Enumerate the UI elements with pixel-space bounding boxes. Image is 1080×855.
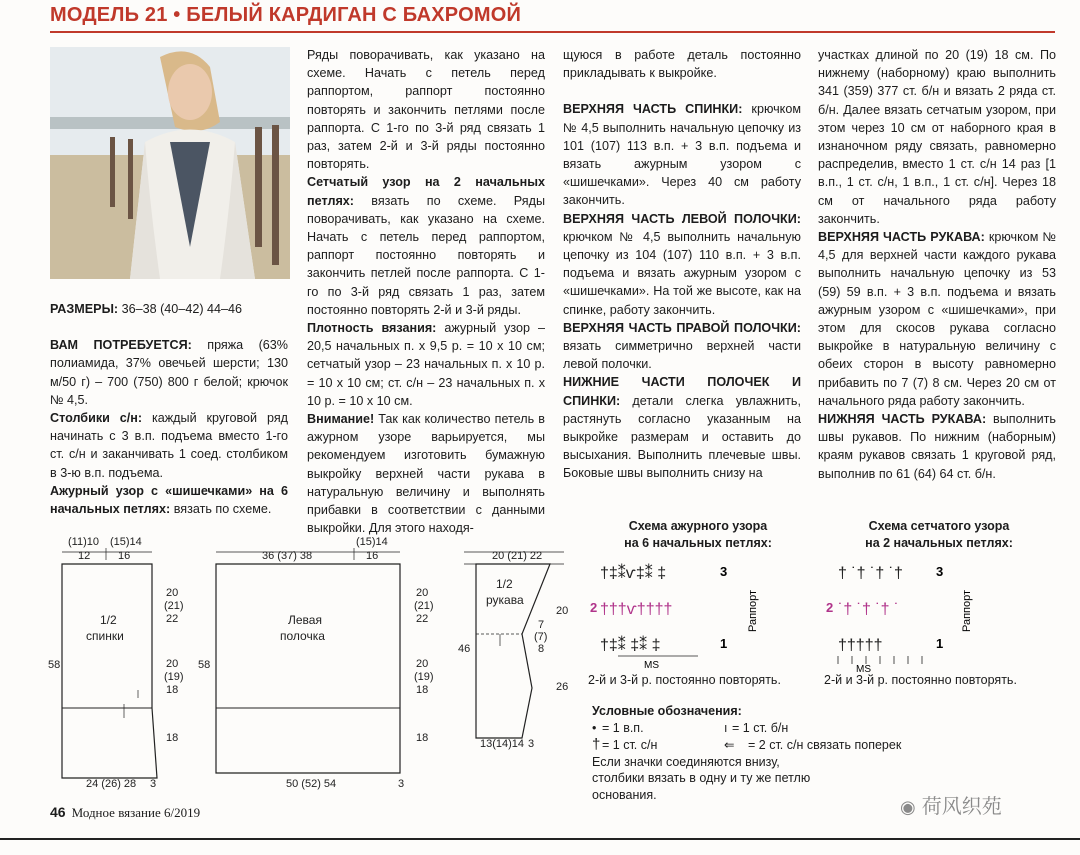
front-height: 58 — [198, 659, 211, 671]
sleeve-height: 46 — [458, 643, 471, 655]
sleeve-side-b: 7 — [538, 619, 545, 631]
back-top-a: (11)10 — [68, 536, 99, 548]
right-front-label: ВЕРХНЯЯ ЧАСТЬ ПРАВОЙ ПОЛОЧКИ: — [563, 320, 801, 335]
front-label-1: Левая — [288, 613, 322, 627]
front-top-a: 36 (37) 38 — [262, 550, 313, 562]
page-number: 46 — [50, 804, 66, 820]
lace-rapport: Раппорт — [747, 589, 759, 632]
back-side-f: 18 — [166, 684, 179, 696]
left-front-label: ВЕРХНЯЯ ЧАСТЬ ЛЕВОЙ ПОЛОЧКИ: — [563, 211, 801, 226]
sleeve-lower-label: НИЖНЯЯ ЧАСТЬ РУКАВА: — [818, 412, 987, 427]
mesh-schema — [824, 518, 1054, 687]
magazine-name: Модное вязание 6/2019 — [71, 805, 201, 820]
sleeve-upper-label: ВЕРХНЯЯ ЧАСТЬ РУКАВА: — [818, 230, 985, 245]
front-top-c: 16 — [366, 550, 379, 562]
back-height: 58 — [48, 659, 61, 671]
back-bottom: 24 (26) 28 — [86, 778, 137, 790]
sleeve-side-e: 26 — [556, 681, 569, 693]
front-side-e: (19) — [414, 671, 434, 683]
back-side-b: (21) — [164, 600, 184, 612]
lower-parts-text: детали слегка увлажнить, растянуть согласно указанным на выкройке размерам и оставить до высыхания. Выполнить плечевые швы. Боковые швы выполнить снизу на — [563, 393, 801, 481]
column-1 — [50, 300, 288, 518]
lace-schema-title-2: на 6 начальных петлях: — [624, 536, 772, 550]
lace-row2-number: 2 — [590, 600, 598, 615]
mesh-text: вязать по схеме. Ряды поворачивать, как указано на схеме. Начать с петель перед раппортом, раппорт постоянно повторять и закончить петлей после раппорта. С 1-го по 3-й ряд связать 1 раз, затем постоянно повторять 2-й и 3-й ряды. — [307, 193, 545, 317]
front-side-c: 22 — [416, 613, 429, 625]
legend-sc: = 1 ст. б/н — [732, 720, 789, 735]
legend-title: Условные обозначения: — [592, 704, 742, 718]
sleeve-label-1: 1/2 — [496, 577, 513, 591]
sleeve-side-a: 20 — [556, 605, 569, 617]
sizes-text: 36–38 (40–42) 44–46 — [118, 302, 243, 316]
materials-text: пряжа (63% полиамида, 37% овечьей шерсти; 130 м/50 г) – 700 (750) 800 г белой; крючок № 4,5. — [50, 338, 288, 407]
front-side-g: 18 — [416, 732, 429, 744]
legend-cross-icon: ⇐ — [724, 737, 735, 752]
attention-label: Внимание! — [307, 412, 375, 427]
wechat-icon: ◉ — [900, 797, 916, 818]
column-3 — [563, 46, 801, 483]
sleeve-top: 20 (21) 22 — [492, 550, 543, 562]
materials-label: ВАМ ПОТРЕБУЕТСЯ: — [50, 338, 192, 353]
sleeve-lower-text: выполнить швы рукавов. По нижним (наборным) краям рукавов связать 1 круговой ряд, выполнив по 61 (64) 64 ст. б/н. — [818, 412, 1056, 481]
legend — [592, 703, 942, 803]
title-underline — [50, 31, 1055, 33]
attention-text: Так как количество петель в ажурном узоре варьируется, мы рекомендуем изготовить бумажную выкройку верхней части рукава в натуральную величину и выполнять прибавки в соответствии с данными выкройки. Для этого находя- — [307, 412, 545, 536]
back-top-c: 12 — [78, 550, 91, 562]
lace-schema — [588, 518, 808, 687]
back-side-e: (19) — [164, 671, 184, 683]
mesh-label: Сетчатый узор на 2 начальных петлях: — [307, 175, 545, 208]
sleeve-bottom: 13(14)14 — [480, 738, 525, 750]
lace-row2-symbols: †††ѵ†††† — [600, 601, 673, 618]
col3-paragraph: щуюся в работе деталь постоянно прикладывать к выкройке. — [563, 48, 801, 81]
pattern-diagrams — [40, 528, 580, 798]
lace-row1-number: 1 — [720, 636, 728, 651]
lace-label: Ажурный узор с «шишечками» на 6 начальных петлях: — [50, 483, 288, 517]
back-top-d: 16 — [118, 550, 131, 562]
front-side-d: 20 — [416, 658, 429, 670]
sc-text: каждый круговой ряд начинать с 3 в.п. подъема вместо 1-го ст. с/н и заканчивать 1 соед. столбиком в 3-ю в.п. подъема. — [50, 411, 288, 480]
back-bottom-mark: 3 — [150, 778, 157, 790]
lace-text: вязать по схеме. — [170, 502, 272, 517]
legend-cross: = 2 ст. с/н связать поперек — [748, 737, 902, 752]
mesh-row1-number: 1 — [936, 636, 944, 651]
mesh-row2-symbols: ˙† ˙† ˙† ˙ — [838, 601, 900, 618]
sleeve-side-c: (7) — [534, 631, 548, 643]
sleeve-side-d: 8 — [538, 643, 545, 655]
lace-row3-number: 3 — [720, 564, 728, 579]
back-side-c: 22 — [166, 613, 179, 625]
right-front-text: вязать симметрично верхней части левой полочки. — [563, 339, 801, 372]
back-label-1: 1/2 — [100, 613, 117, 627]
legend-note: Если значки соединяются внизу, столбики вязать в одну и ту же петлю основания. — [592, 754, 811, 802]
front-bottom: 50 (52) 54 — [286, 778, 337, 790]
legend-chain-icon: • — [592, 720, 597, 735]
col4-paragraph: участках длиной по 20 (19) 18 см. По нижнему (наборному) краю выполнить 341 (359) 377 ст. б/н и вязать 2 ряда ст. б/н. Далее вязать сетчатым узором, при этом через 10 см от наборного края в изнаночном ряду связать, равномерно распределив, вместо 1 ст. с/н 14 раз [1 в.п., 1 ст. с/н, 1 в.п., 1 ст. с/н]. Через 18 см от начального ряда работу закончить. — [818, 48, 1056, 226]
column-2 — [307, 46, 545, 537]
mesh-row3-number: 3 — [936, 564, 944, 579]
column-4 — [818, 46, 1056, 483]
front-bottom-mark: 3 — [398, 778, 405, 790]
front-side-f: 18 — [416, 684, 429, 696]
back-side-d: 20 — [166, 658, 179, 670]
col2-paragraph: Ряды поворачивать, как указано на схеме. Начать с петель перед раппортом, раппорт постоянно повторять и закончить петлями после раппорта. С 1-го по 3-й ряд связать 1 раз, затем 2-й и 3-й ряды постоянно повторять. — [307, 48, 545, 172]
sleeve-bottom-mark: 3 — [528, 738, 535, 750]
legend-dc-icon: † — [592, 735, 601, 753]
density-text: ажурный узор – 20,5 начальных п. х 9,5 р. = 10 х 10 см; сетчатый узор – 23 начальных п. х 10 р. = 10 х 10 см; ст. с/н – 23 начальных п. х 10 р. = 10 х 10 см. — [307, 321, 545, 408]
bottom-rule — [0, 838, 1080, 840]
back-label-2: спинки — [86, 629, 124, 643]
back-side-g: 18 — [166, 732, 179, 744]
back-top-b: (15)14 — [110, 536, 142, 548]
legend-sc-icon: ı — [724, 720, 728, 735]
back-upper-text: крючком № 4,5 выполнить начальную цепочку из 101 (107) 113 в.п. + 3 в.п. подъема и вязать ажурным узором с «шишечками». Через 40 см работу закончить. — [563, 102, 801, 208]
front-top-b: (15)14 — [356, 536, 388, 548]
back-pattern — [48, 536, 184, 790]
mesh-rapport: Раппорт — [961, 589, 973, 632]
back-upper-label: ВЕРХНЯЯ ЧАСТЬ СПИНКИ: — [563, 102, 743, 117]
legend-chain: = 1 в.п. — [602, 720, 644, 735]
front-side-b: (21) — [414, 600, 434, 612]
lace-repeat-note: 2-й и 3-й р. постоянно повторять. — [588, 673, 781, 687]
lace-schema-title-1: Схема ажурного узора — [628, 519, 768, 533]
model-photo — [50, 47, 290, 279]
back-side-a: 20 — [166, 587, 179, 599]
sleeve-pattern — [458, 550, 568, 750]
lace-row1-symbols: †‡⁑ ‡⁑ ‡ — [600, 637, 661, 654]
mesh-row3-symbols: † ˙† ˙† ˙† — [838, 565, 903, 582]
sleeve-label-2: рукава — [486, 593, 524, 607]
mesh-schema-chart — [824, 552, 1054, 672]
watermark-text: 荷风织苑 — [921, 794, 1002, 818]
page-footer — [50, 804, 200, 821]
mesh-row1-symbols: ††††† — [838, 637, 883, 654]
mesh-row2-number: 2 — [826, 600, 834, 615]
mesh-repeat-note: 2-й и 3-й р. постоянно повторять. — [824, 673, 1017, 687]
front-label-2: полочка — [280, 629, 325, 643]
sc-label: Столбики с/н: — [50, 411, 143, 426]
density-label: Плотность вязания: — [307, 321, 437, 336]
lower-parts-label: НИЖНИЕ ЧАСТИ ПОЛОЧЕК И СПИНКИ: — [563, 375, 801, 408]
sleeve-upper-text: крючком № 4,5 для верхней части каждого рукава выполнить начальную цепочку из 53 (59) 59 в.п. + 3 в.п. подъема и вязать ажурным узором с «шишечками», при этом для скосов рукава согласно выкройке в натуральную величину с обеих сторон в высоту равномерно прибавить по 7 (7) 8 см. Через 20 см от начального ряда работу закончить. — [818, 230, 1056, 408]
mesh-schema-title-1: Схема сетчатого узора — [868, 519, 1010, 533]
left-front-text: крючком № 4,5 выполнить начальную цепочку из 104 (107) 110 в.п. + 3 в.п. подъема и вязать ажурным узором с «шишечками». На той же высоте, как на спинке, работу закончить. — [563, 229, 801, 317]
watermark — [900, 790, 1002, 819]
lace-ms: MS — [644, 660, 659, 671]
page-title: МОДЕЛЬ 21 • БЕЛЫЙ КАРДИГАН С БАХРОМОЙ — [50, 4, 522, 26]
front-side-a: 20 — [416, 587, 429, 599]
lace-row3-symbols: †‡⁑ѵ‡⁑ ‡ — [600, 565, 667, 582]
front-pattern — [198, 536, 434, 790]
mesh-schema-title-2: на 2 начальных петлях: — [865, 536, 1013, 550]
legend-dc: = 1 ст. с/н — [602, 737, 658, 752]
mesh-ms: MS — [856, 664, 871, 672]
lace-schema-chart — [588, 552, 808, 672]
sizes-label: РАЗМЕРЫ: — [50, 302, 119, 316]
